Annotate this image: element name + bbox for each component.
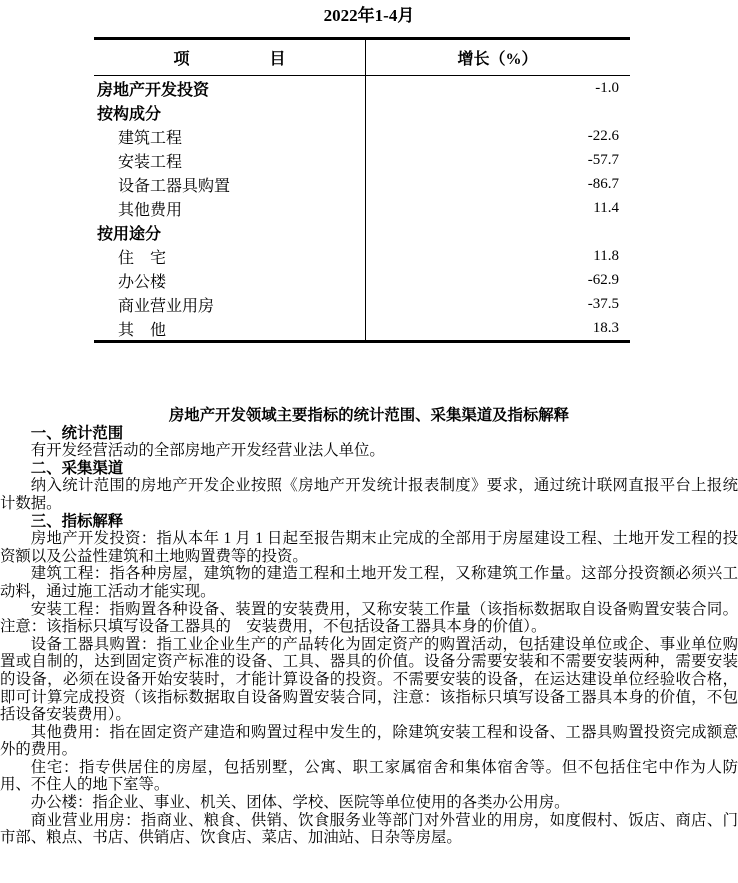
- table-column-divider: [365, 40, 366, 340]
- table-row-value: -1.0: [595, 79, 619, 96]
- note-paragraph: 建筑工程：指各种房屋，建筑物的建造工程和土地开发工程，又称建筑工作量。这部分投资额必须兴工动料，通过施工活动才能实现。: [0, 565, 738, 600]
- table-row-label: 设备工器具购置: [118, 177, 231, 195]
- table-row-value: 11.8: [593, 247, 619, 264]
- table-row-value: -22.6: [587, 127, 619, 144]
- table-row-label: 办公楼: [118, 273, 167, 291]
- note-heading: 一、统计范围: [30, 424, 124, 442]
- notes-body: [0, 425, 738, 847]
- notes-section: [0, 407, 738, 847]
- table-row: [94, 76, 630, 100]
- table-row-value: -62.9: [587, 271, 619, 288]
- table-row-label: 建筑工程: [118, 129, 183, 147]
- note-paragraph: 安装工程：指购置各种设备、装置的安装费用，又称安装工作量（该指标数据取自设备购置安装合同。注意：该指标只填写设备工器具的 安装费用，不包括设备工器具本身的价值）。: [0, 600, 738, 636]
- table-row-label: 商业营业用房: [118, 297, 215, 315]
- table-row: [94, 316, 630, 340]
- note-heading: 三、指标解释: [30, 512, 124, 530]
- table-row: [94, 268, 630, 292]
- table-header-row: [94, 40, 630, 76]
- note-paragraph: 设备工器具购置：指工业企业生产的产品转化为固定资产的购置活动，包括建设单位或企、事业单位购置或自制的，达到固定资产标准的设备、工具、器具的价值。设备分需要安装和不需要安装两种，需要安装的设备，必须在设备开始安装时，才能计算设备的投资。不需要安装的设备，在运达建设单位经验收合格，即可计算完成投资（该指标数据取自设备购置安装合同，注意：该指标只填写设备工器具本身的价值，不包括设备安装费用）。: [0, 635, 738, 724]
- table-row-value: 18.3: [592, 319, 619, 336]
- note-paragraph: 商业营业用房：指商业、粮食、供销、饮食服务业等部门对外营业的用房，如度假村、饭店、商店、门市部、粮点、书店、供销店、饮食店、菜店、加油站、日杂等房屋。: [0, 811, 738, 847]
- notes-title: 房地产开发领域主要指标的统计范围、采集渠道及指标解释: [168, 407, 570, 424]
- table-row: [94, 124, 630, 148]
- table-row-value: -57.7: [587, 151, 619, 168]
- table-header-growth: 增长（%）: [457, 51, 538, 68]
- table-row-label: 按用途分: [97, 225, 162, 243]
- table-body: [94, 76, 630, 340]
- table-row-value: 11.4: [593, 199, 619, 216]
- period-title: 2022年1-4月: [323, 6, 415, 25]
- table-row: [94, 100, 630, 124]
- growth-table: [94, 37, 630, 343]
- table-row: [94, 196, 630, 220]
- table-row-label: 其他费用: [118, 201, 183, 219]
- table-row-value: -37.5: [587, 295, 619, 312]
- note-heading: 二、采集渠道: [30, 459, 124, 477]
- table-row-label: 安装工程: [118, 153, 183, 171]
- table-row-label: 按构成分: [97, 105, 162, 123]
- table-row-label: 住 宅: [118, 249, 167, 267]
- note-paragraph: 纳入统计范围的房地产开发企业按照《房地产开发统计报表制度》要求，通过统计联网直报平台上报统计数据。: [0, 477, 738, 512]
- table-row-label: 房地产开发投资: [97, 81, 210, 99]
- table-row: [94, 172, 630, 196]
- table-row: [94, 148, 630, 172]
- table-row-value: -86.7: [587, 175, 619, 192]
- note-paragraph: 房地产开发投资：指从本年 1 月 1 日起至报告期末止完成的全部用于房屋建设工程、土地开发工程的投资额以及公益性建筑和土地购置费等的投资。: [0, 530, 738, 565]
- table-row: [94, 220, 630, 244]
- note-paragraph: 其他费用：指在固定资产建造和购置过程中发生的，除建筑安装工程和设备、工器具购置投资完成额意外的费用。: [0, 723, 738, 759]
- table-row: [94, 292, 630, 316]
- note-paragraph: 住宅：指专供居住的房屋，包括别墅，公寓、职工家属宿舍和集体宿舍等。但不包括住宅中作为人防用、不住人的地下室等。: [0, 758, 738, 794]
- table-row-label: 其 他: [118, 321, 167, 339]
- table-row: [94, 244, 630, 268]
- note-paragraph: 办公楼：指企业、事业、机关、团体、学校、医院等单位使用的各类办公用房。: [30, 794, 570, 812]
- note-paragraph: 有开发经营活动的全部房地产开发经营业法人单位。: [30, 442, 385, 460]
- table-header-item: 项 目: [173, 51, 286, 68]
